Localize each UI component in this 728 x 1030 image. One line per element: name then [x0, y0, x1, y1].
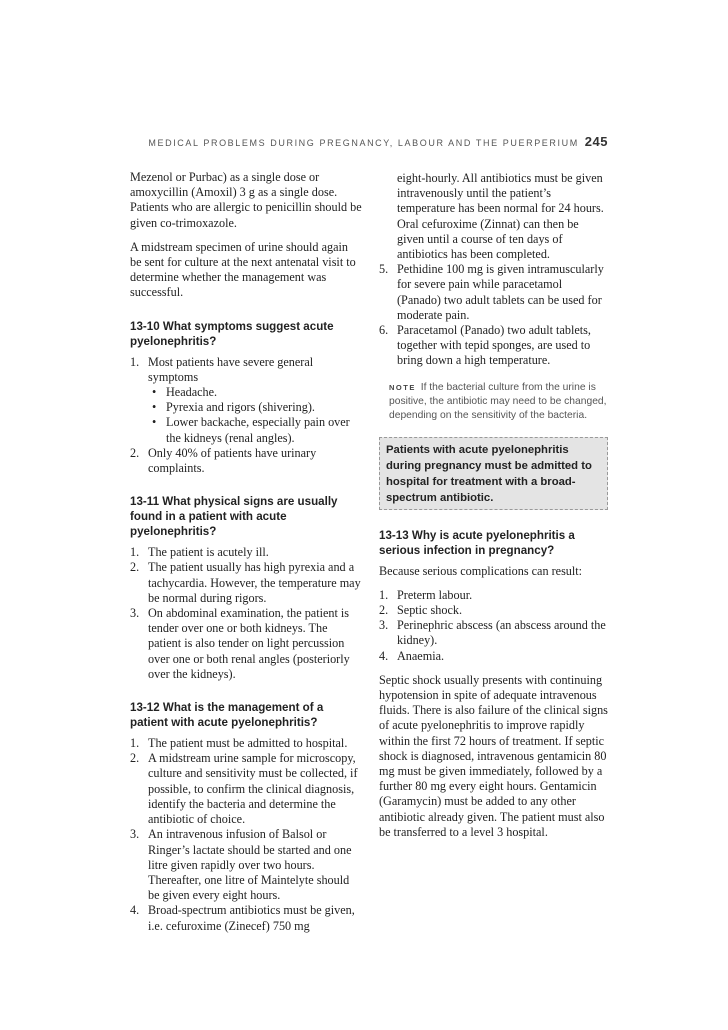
list-item: 4. Anaemia. [379, 648, 445, 663]
list-item: 3. On abdominal examination, the patient is tender over one or both kidneys. The patient is also tender on light percussion over one or both renal angles (posteriorly over the kidneys). [130, 606, 350, 681]
list-item: 1. Preterm labour. [379, 587, 473, 602]
left-column [130, 170, 362, 938]
running-title: MEDICAL PROBLEMS DURING PREGNANCY, LABOUR AND THE PUERPERIUM [148, 138, 579, 148]
list-item: 5. Pethidine 100 mg is given intramuscularly for severe pain while paracetamol (Panado) two adult tablets can be used for moderate pain. [379, 262, 604, 322]
septic-shock-paragraph: Septic shock usually presents with continuing hypotension in spite of adequate intravenous fluids. There is also failure of the clinical signs of acute pyelonephritis to improve rapidly within the first 72 hours of treatment. If septic shock is diagnosed, intravenous gentamicin 80 mg must be given immediately, followed by a further 80 mg every eight hours. Gentamicin (Garamycin) must be added to any other antibiotic already given. The patient must also be transferred to a level 3 hospital. [379, 672, 608, 839]
note-text: If the bacterial culture from the urine is positive, the antibiotic may need to be changed, depending on the sensitivity of the bacteria. [389, 381, 607, 421]
list-item: 2. Only 40% of patients have urinary complaints. [130, 445, 317, 476]
list-item: 3. An intravenous infusion of Balsol or Ringer’s lactate should be started and one litre given rapidly over two hours. Thereafter, one litre of Maintelyte should be given every eight hours. [130, 827, 352, 903]
list-item: 6. Paracetamol (Panado) two adult tablets, together with tepid sponges, are used to bring down a high temperature. [379, 323, 591, 368]
complications-list [379, 588, 608, 664]
list-item: eight-hourly. All antibiotics must be given intravenously until the patient’s temperature has been normal for 24 hours. Oral cefuroxime (Zinnat) can then be given until a course of ten days of antibiotics has been completed. [397, 171, 604, 262]
note-box [389, 381, 608, 423]
section-13-11-heading: 13-11 What physical signs are usually found in a patient with acute pyelonephritis? [130, 495, 338, 539]
intro-paragraph-1: Mezenol or Purbac) as a single dose or amoxycillin (Amoxil) 3 g as a single dose. Patients who are allergic to penicillin should be given co-trimoxazole. [130, 170, 362, 230]
right-column [379, 171, 608, 849]
bullet-item: • Headache. [152, 385, 218, 400]
section-13-10-heading: 13-10 What symptoms suggest acute pyelonephritis? [130, 319, 334, 348]
page-number: 245 [584, 134, 608, 149]
symptom-bullets [148, 385, 362, 446]
key-message-callout: Patients with acute pyelonephritis during pregnancy must be admitted to hospital for treatment with a broad-spectrum antibiotic. [379, 437, 608, 510]
list-item: 2. Septic shock. [379, 603, 462, 618]
list-item: 1. Most patients have severe general symptoms • Headache. • Pyrexia and rigors (shivering). • Lower backache, especially pain over the kidneys (renal angles). [130, 355, 362, 446]
note-label: NOTE [389, 382, 416, 392]
intro-paragraph-2: A midstream specimen of urine should again be sent for culture at the next antenatal visit to determine whether the management was successful. [130, 239, 356, 300]
section-13-13-heading: 13-13 Why is acute pyelonephritis a serious infection in pregnancy? [379, 528, 575, 557]
bullet-item: • Pyrexia and rigors (shivering). [152, 400, 315, 415]
list-item: 2. The patient usually has high pyrexia and a tachycardia. However, the temperature may be normal during rigors. [130, 560, 361, 605]
complications-intro: Because serious complications can result: [379, 563, 583, 578]
management-list [130, 736, 362, 934]
list-item: 4. Broad-spectrum antibiotics must be given, i.e. cefuroxime (Zinecef) 750 mg [130, 903, 355, 933]
running-header [130, 134, 608, 149]
section-13-12-heading: 13-12 What is the management of a patient with acute pyelonephritis? [130, 701, 324, 730]
physical-signs-list [130, 545, 362, 682]
symptoms-list [130, 355, 362, 477]
list-item: 1. The patient is acutely ill. [130, 545, 269, 560]
list-item: 1. The patient must be admitted to hospital. [130, 736, 348, 751]
management-list-continued [379, 171, 608, 369]
bullet-item: • Lower backache, especially pain over the kidneys (renal angles). [152, 415, 350, 445]
list-item: 2. A midstream urine sample for microscopy, culture and sensitivity must be collected, if possible, to confirm the clinical diagnosis, identify the bacteria and determine the antibiotic of choice. [130, 751, 358, 827]
list-item: 3. Perinephric abscess (an abscess around the kidney). [379, 618, 606, 648]
